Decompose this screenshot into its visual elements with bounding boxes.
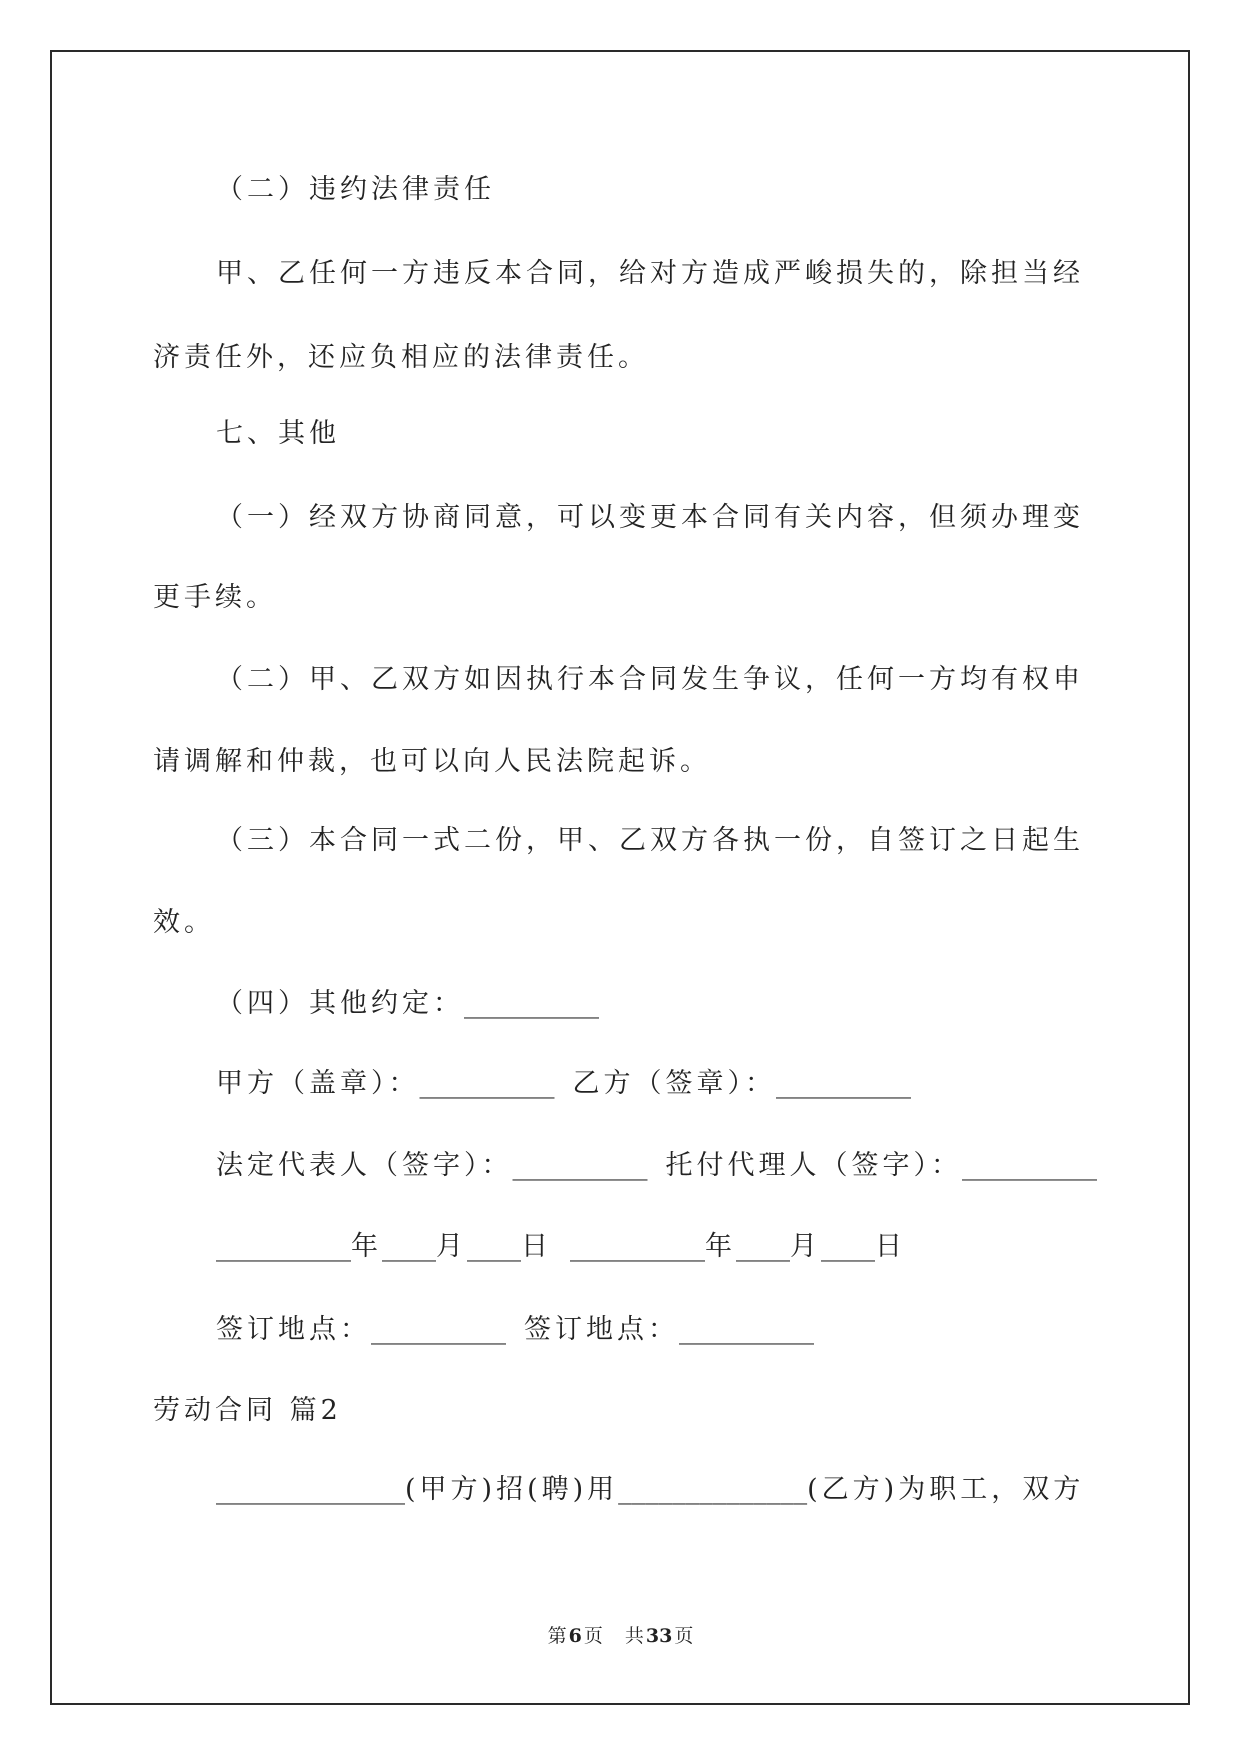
date-b-month-blank: ____ bbox=[736, 1231, 790, 1262]
contract-2-first-line bbox=[216, 1470, 1084, 1510]
date-line bbox=[216, 1227, 906, 1267]
date-a-year-label: 年 bbox=[351, 1231, 382, 1262]
clause-2-line-1: （二）甲、乙双方如因执行本合同发生争议，任何一方均有权申 bbox=[216, 664, 1084, 695]
clause-1-line-1: （一）经双方协商同意，可以变更本合同有关内容，但须办理变 bbox=[216, 502, 1084, 533]
employee-text: (乙方)为职工，双方 bbox=[807, 1474, 1085, 1505]
clause-3-line-2: 效。 bbox=[153, 907, 215, 938]
employee-blank: ______________ bbox=[618, 1474, 808, 1505]
date-b-year-label: 年 bbox=[705, 1231, 736, 1262]
legal-rep-field bbox=[216, 1146, 648, 1186]
date-a-year-blank: __________ bbox=[216, 1231, 351, 1262]
date-a-day-label: 日 bbox=[521, 1231, 552, 1262]
date-b-day-blank: ____ bbox=[821, 1231, 875, 1262]
clause-1-line-2: 更手续。 bbox=[153, 582, 277, 613]
party-b-seal-label: 乙方（签章）： bbox=[572, 1068, 776, 1099]
clause-3-line-1: （三）本合同一式二份，甲、乙双方各执一份，自签订之日起生 bbox=[216, 825, 1084, 856]
party-a-seal-label: 甲方（盖章）： bbox=[216, 1068, 420, 1099]
date-b-field bbox=[570, 1227, 906, 1267]
page-suffix: 页 bbox=[583, 1625, 603, 1647]
breach-heading: （二）违约法律责任 bbox=[216, 174, 495, 205]
place-a-field bbox=[216, 1310, 506, 1350]
party-b-seal-field bbox=[573, 1064, 912, 1104]
party-a-seal-field bbox=[216, 1064, 555, 1104]
other-agreement-label: （四）其他约定： bbox=[216, 988, 464, 1019]
date-b-day-label: 日 bbox=[875, 1231, 906, 1262]
total-prefix: 共 bbox=[624, 1625, 644, 1647]
employer-blank: ______________ bbox=[216, 1474, 405, 1505]
page-indicator bbox=[548, 1622, 603, 1650]
total-suffix: 页 bbox=[674, 1625, 694, 1647]
party-a-seal-blank: __________ bbox=[419, 1068, 555, 1099]
total-number: 33 bbox=[645, 1625, 673, 1647]
clause-2-line-2: 请调解和仲裁，也可以向人民法院起诉。 bbox=[153, 746, 711, 777]
representative-line bbox=[216, 1146, 1097, 1186]
other-agreement-field bbox=[216, 984, 599, 1024]
page-number: 6 bbox=[568, 1625, 582, 1647]
place-b-label: 签订地点： bbox=[524, 1314, 679, 1345]
place-b-blank: __________ bbox=[679, 1314, 814, 1345]
date-a-day-blank: ____ bbox=[467, 1231, 521, 1262]
agent-field bbox=[666, 1146, 1098, 1186]
legal-rep-blank: __________ bbox=[512, 1150, 648, 1181]
place-a-blank: __________ bbox=[371, 1314, 506, 1345]
other-heading: 七、其他 bbox=[216, 418, 340, 449]
page-footer bbox=[0, 1622, 1241, 1650]
place-b-field bbox=[524, 1310, 814, 1350]
agent-label: 托付代理人（签字）： bbox=[665, 1150, 962, 1181]
seal-line bbox=[216, 1064, 911, 1104]
breach-paragraph-line-2: 济责任外，还应负相应的法律责任。 bbox=[153, 342, 649, 373]
agent-blank: __________ bbox=[962, 1150, 1097, 1181]
place-line bbox=[216, 1310, 814, 1350]
clause-4-line bbox=[216, 984, 599, 1024]
place-a-label: 签订地点： bbox=[216, 1314, 371, 1345]
contract-2-title: 劳动合同 篇2 bbox=[153, 1395, 342, 1426]
breach-paragraph-line-1: 甲、乙任何一方违反本合同，给对方造成严峻损失的，除担当经 bbox=[216, 258, 1084, 289]
party-b-seal-blank: __________ bbox=[776, 1068, 911, 1099]
date-a-field bbox=[216, 1227, 552, 1267]
page-border bbox=[50, 50, 1190, 1705]
date-b-year-blank: __________ bbox=[570, 1231, 705, 1262]
page-prefix: 第 bbox=[547, 1625, 567, 1647]
legal-rep-label: 法定代表人（签字）： bbox=[216, 1150, 513, 1181]
employer-text: (甲方)招(聘)用 bbox=[405, 1474, 619, 1505]
date-a-month-blank: ____ bbox=[382, 1231, 436, 1262]
total-pages-indicator bbox=[625, 1622, 693, 1650]
date-b-month-label: 月 bbox=[790, 1231, 821, 1262]
date-a-month-label: 月 bbox=[436, 1231, 467, 1262]
other-agreement-blank: __________ bbox=[464, 988, 599, 1019]
